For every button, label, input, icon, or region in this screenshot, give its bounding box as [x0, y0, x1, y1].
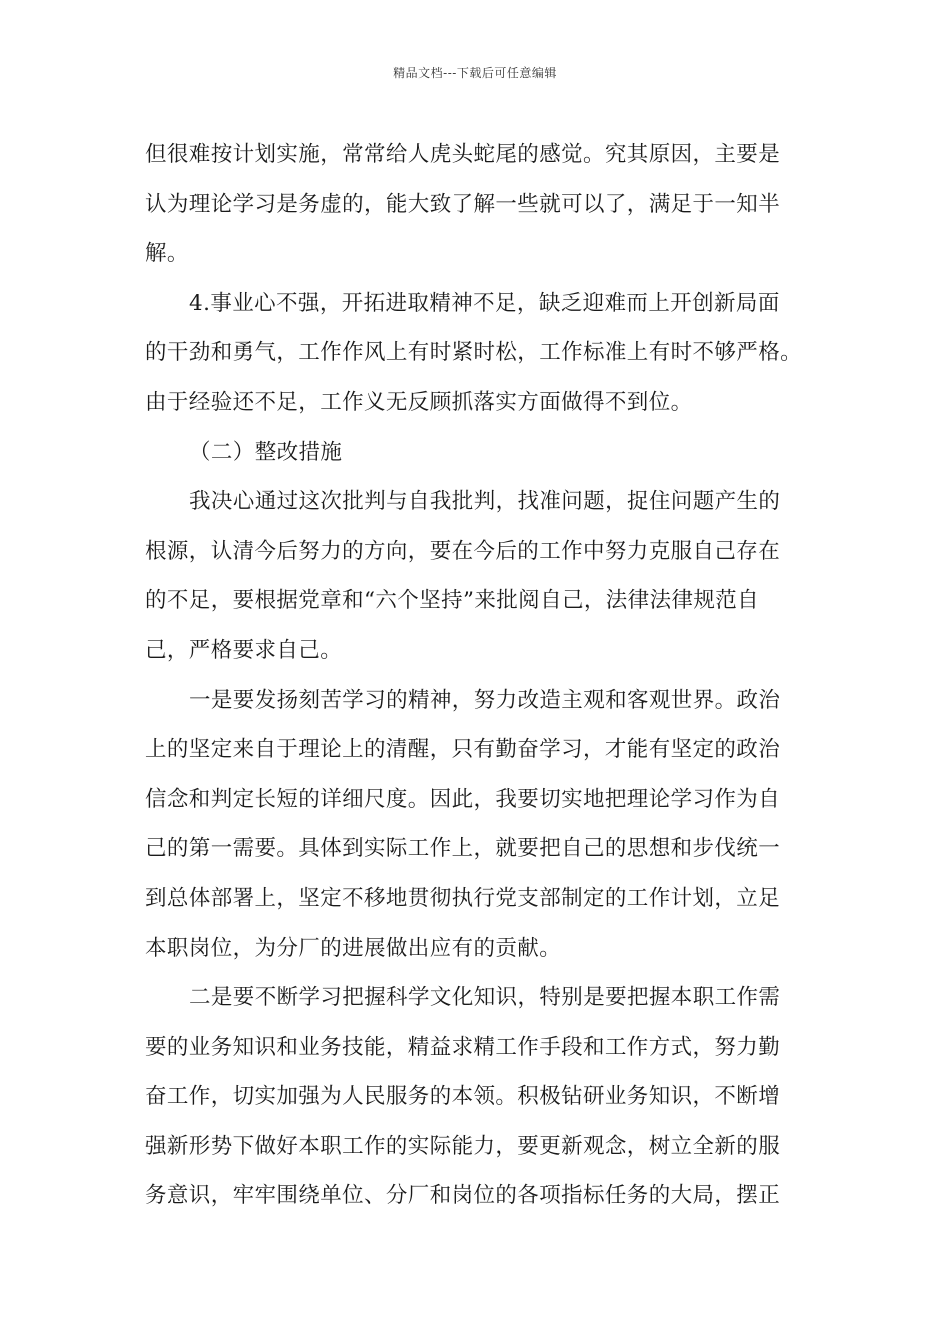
text-line: 强新形势下做好本职工作的实际能力，要更新观念，树立全新的服: [145, 1133, 781, 1159]
text-line: 的不足，要根据党章和“六个坚持”来批阅自己，法律法律规范自: [145, 588, 760, 614]
text-line: 要的业务知识和业务技能，精益求精工作手段和工作方式，努力勤: [145, 1034, 781, 1060]
document-body: [145, 130, 813, 1221]
text-line: 务意识，牢牢围绕单位、分厂和岗位的各项指标任务的大局，摆正: [145, 1183, 781, 1209]
text-line: 信念和判定长短的详细尺度。因此，我要切实地把理论学习作为自: [145, 786, 781, 812]
text-line: 一是要发扬刻苦学习的精神，努力改造主观和客观世界。政治: [189, 687, 781, 713]
text-line: 4.事业心不强，开拓进取精神不足，缺乏迎难而上开创新局面: [189, 290, 780, 316]
text-line: 己，严格要求自己。: [145, 637, 343, 663]
text-line: 的干劲和勇气，工作作风上有时紧时松，工作标准上有时不够严格。: [145, 340, 803, 366]
text-line: 但很难按计划实施，常常给人虎头蛇尾的感觉。究其原因，主要是: [145, 142, 781, 167]
text-line: 认为理论学习是务虚的，能大致了解一些就可以了，满足于一知半: [145, 191, 781, 217]
text-line: 解。: [145, 241, 189, 267]
text-line: （二）整改措施: [189, 439, 343, 465]
text-line: 二是要不断学习把握科学文化知识，特别是要把握本职工作需: [189, 985, 781, 1011]
text-line: 由于经验还不足，工作义无反顾抓落实方面做得不到位。: [145, 389, 693, 415]
text-line: 己的第一需要。具体到实际工作上，就要把自己的思想和步伐统一: [145, 836, 781, 862]
text-line: 本职岗位，为分厂的进展做出应有的贡献。: [145, 935, 562, 961]
text-line: 上的坚定来自于理论上的清醒，只有勤奋学习，才能有坚定的政治: [145, 737, 781, 763]
page-header: 精品文档---下载后可任意编辑: [393, 66, 557, 80]
text-line: 我决心通过这次批判与自我批判，找准问题，捉住问题产生的: [189, 489, 781, 515]
text-line: 奋工作，切实加强为人民服务的本领。积极钻研业务知识，不断增: [145, 1084, 781, 1110]
text-line: 到总体部署上，坚定不移地贯彻执行党支部制定的工作计划，立足: [145, 885, 781, 911]
text-line: 根源，认清今后努力的方向，要在今后的工作中努力克服自己存在: [145, 538, 781, 564]
